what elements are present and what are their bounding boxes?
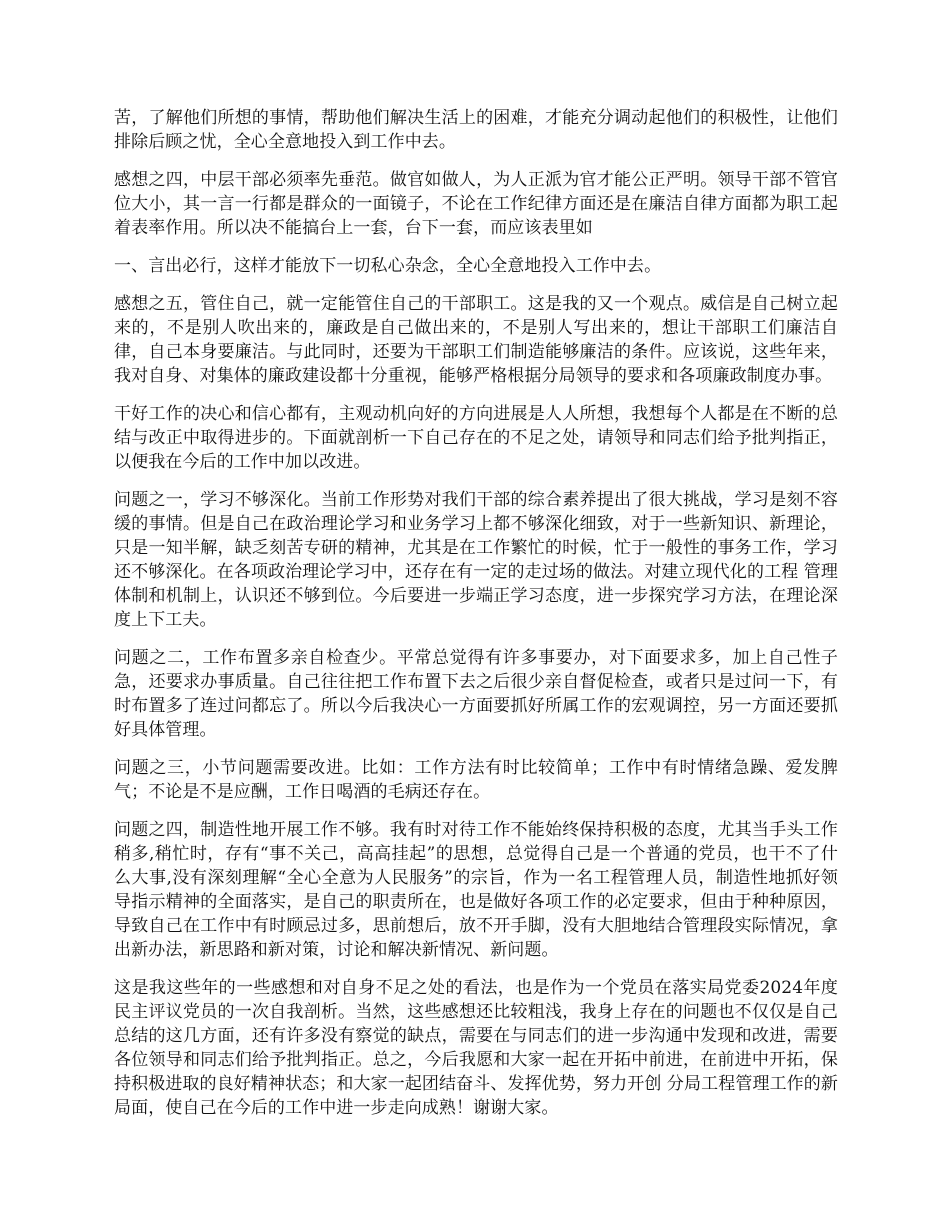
paragraph-problem-3: 问题之三，小节问题需要改进。比如：工作方法有时比较简单；工作中有时情绪急躁、爱发脾气；不论是不是应酬，工作日喝酒的毛病还存在。	[114, 758, 838, 802]
document-body	[114, 106, 838, 1134]
paragraph-problem-2: 问题之二，工作布置多亲自检查少。平常总觉得有许多事要办，对下面要求多，加上自己性子急，还要求办事质量。自己往往把工作布置下去之后很少亲自督促检查，或者只是过问一下，有时布置多了连过问都忘了。所以今后我决心一方面要抓好所属工作的宏观调控，另一方面还要抓好具体管理。	[114, 648, 838, 740]
paragraph-problem-1: 问题之一，学习不够深化。当前工作形势对我们干部的综合素养提出了很大挑战，学习是刻不容缓的事情。但是自己在政治理论学习和业务学习上都不够深化细致，对于一些新知识、新理论，只是一知半解，缺乏刻苦专研的精神，尤其是在工作繁忙的时候，忙于一般性的事务工作，学习还不够深化。在各项政治理论学习中，还存在有一定的走过场的做法。对建立现代化的工程 管理体制和机制上，认识还不够到位。今后要进一步端正学习态度，进一步探究学习方法，在理论深度上下工夫。	[114, 490, 838, 630]
paragraph-reflection-5: 感想之五，管住自己，就一定能管住自己的干部职工。这是我的又一个观点。威信是自己树立起来的，不是别人吹出来的，廉政是自己做出来的，不是别人写出来的，想让干部职工们廉洁自律，自己本身要廉洁。与此同时，还要为干部职工们制造能够廉洁的条件。应该说，这些年来，我对自身、对集体的廉政建设都十分重视，能够严格根据分局领导的要求和各项廉政制度办事。	[114, 294, 838, 386]
paragraph-reflection-4: 感想之四，中层干部必须率先垂范。做官如做人，为人正派为官才能公正严明。领导干部不管官位大小，其一言一行都是群众的一面镜子，不论在工作纪律方面还是在廉洁自律方面都为职工起着表率作用。所以决不能搞台上一套，台下一套，而应该表里如	[114, 170, 838, 238]
paragraph-problem-4: 问题之四，制造性地开展工作不够。我有时对待工作不能始终保持积极的态度，尤其当手头工作稍多,稍忙时，存有“事不关己，高高挂起”的思想，总觉得自己是一个普通的党员，也干不了什么大事,没有深刻理解“全心全意为人民服务”的宗旨，作为一名工程管理人员，制造性地抓好领导指示精神的全面落实，是自己的职责所在，也是做好各项工作的必定要求，但由于种种原因，导致自己在工作中有时顾忌过多，思前想后，放不开手脚，没有大胆地结合管理段实际情况，拿出新办法，新思路和新对策，讨论和解决新情况、新问题。	[114, 820, 838, 960]
paragraph-conclusion: 这是我这些年的一些感想和对自身不足之处的看法，也是作为一个党员在落实局党委2024年度民主评议党员的一次自我剖析。当然，这些感想还比较粗浅，我身上存在的问题也不仅仅是自己总结的这几方面，还有许多没有察觉的缺点，需要在与同志们的进一步沟通中发现和改进，需要各位领导和同志们给予批判指正。总之，今后我愿和大家一起在开拓中前进，在前进中开拓，保持积极进取的良好精神状态；和大家一起团结奋斗、发挥优势，努力开创 分局工程管理工作的新局面，使自己在今后的工作中进一步走向成熟！谢谢大家。	[114, 978, 838, 1118]
paragraph-intro-continuation: 苦，了解他们所想的事情，帮助他们解决生活上的困难，才能充分调动起他们的积极性，让他们排除后顾之忧，全心全意地投入到工作中去。	[114, 108, 838, 152]
paragraph-self-analysis-intro: 干好工作的决心和信心都有，主观动机向好的方向进展是人人所想，我想每个人都是在不断的总结与改正中取得进步的。下面就剖析一下自己存在的不足之处，请领导和同志们给予批判指正，以便我在今后的工作中加以改进。	[114, 404, 838, 472]
paragraph-reflection-4-continued: 一、言出必行，这样才能放下一切私心杂念，全心全意地投入工作中去。	[114, 256, 662, 276]
